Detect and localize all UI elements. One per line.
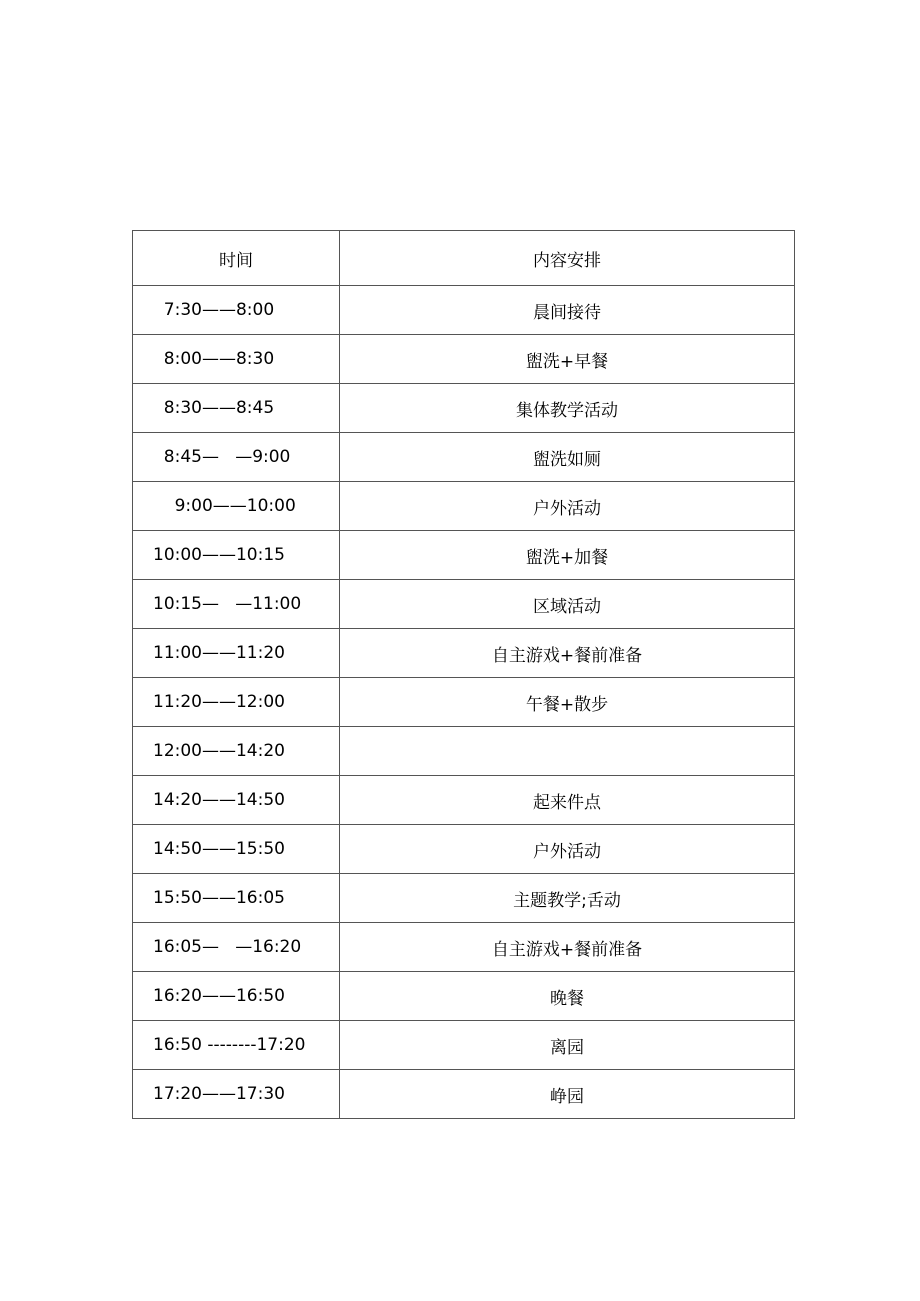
time-cell: 12:00——14:20 [133,727,340,776]
table-row [133,727,795,776]
table-row [133,531,795,580]
header-content: 内容安排 [340,231,795,286]
time-cell: 11:00——11:20 [133,629,340,678]
table-row [133,825,795,874]
time-cell: 8:45— —9:00 [133,433,340,482]
time-cell: 8:00——8:30 [133,335,340,384]
content-cell: 离园 [340,1021,795,1070]
table-row [133,1021,795,1070]
time-cell: 11:20——12:00 [133,678,340,727]
content-cell: 盥洗+早餐 [340,335,795,384]
content-cell: 主题教学;舌动 [340,874,795,923]
content-cell: 集体教学活动 [340,384,795,433]
content-cell: 自主游戏+餐前准备 [340,629,795,678]
table-row [133,874,795,923]
content-cell: 起来件点 [340,776,795,825]
table-row [133,384,795,433]
time-cell: 15:50——16:05 [133,874,340,923]
time-cell: 10:15— —11:00 [133,580,340,629]
content-cell: 户外活动 [340,482,795,531]
time-cell: 14:20——14:50 [133,776,340,825]
table-header-row [133,231,795,286]
table-row [133,335,795,384]
content-cell: 峥园 [340,1070,795,1119]
time-cell: 10:00——10:15 [133,531,340,580]
time-cell: 7:30——8:00 [133,286,340,335]
content-cell: 盥洗+加餐 [340,531,795,580]
table-row [133,678,795,727]
table-row [133,972,795,1021]
content-cell: 自主游戏+餐前准备 [340,923,795,972]
table-row [133,286,795,335]
content-cell: 盥洗如厕 [340,433,795,482]
content-cell: 晨间接待 [340,286,795,335]
table-row [133,776,795,825]
table-row [133,1070,795,1119]
table-row [133,629,795,678]
content-cell: 户外活动 [340,825,795,874]
table-row [133,482,795,531]
content-cell: 晚餐 [340,972,795,1021]
time-cell: 16:20——16:50 [133,972,340,1021]
header-time: 时间 [133,231,340,286]
schedule-body [133,231,795,1119]
time-cell: 16:50 --------17:20 [133,1021,340,1070]
table-row [133,580,795,629]
content-cell [340,727,795,776]
time-cell: 9:00——10:00 [133,482,340,531]
content-cell: 区域活动 [340,580,795,629]
time-cell: 8:30——8:45 [133,384,340,433]
daily-schedule-table [132,230,795,1119]
table-row [133,923,795,972]
time-cell: 14:50——15:50 [133,825,340,874]
time-cell: 17:20——17:30 [133,1070,340,1119]
table-row [133,433,795,482]
content-cell: 午餐+散步 [340,678,795,727]
time-cell: 16:05— —16:20 [133,923,340,972]
